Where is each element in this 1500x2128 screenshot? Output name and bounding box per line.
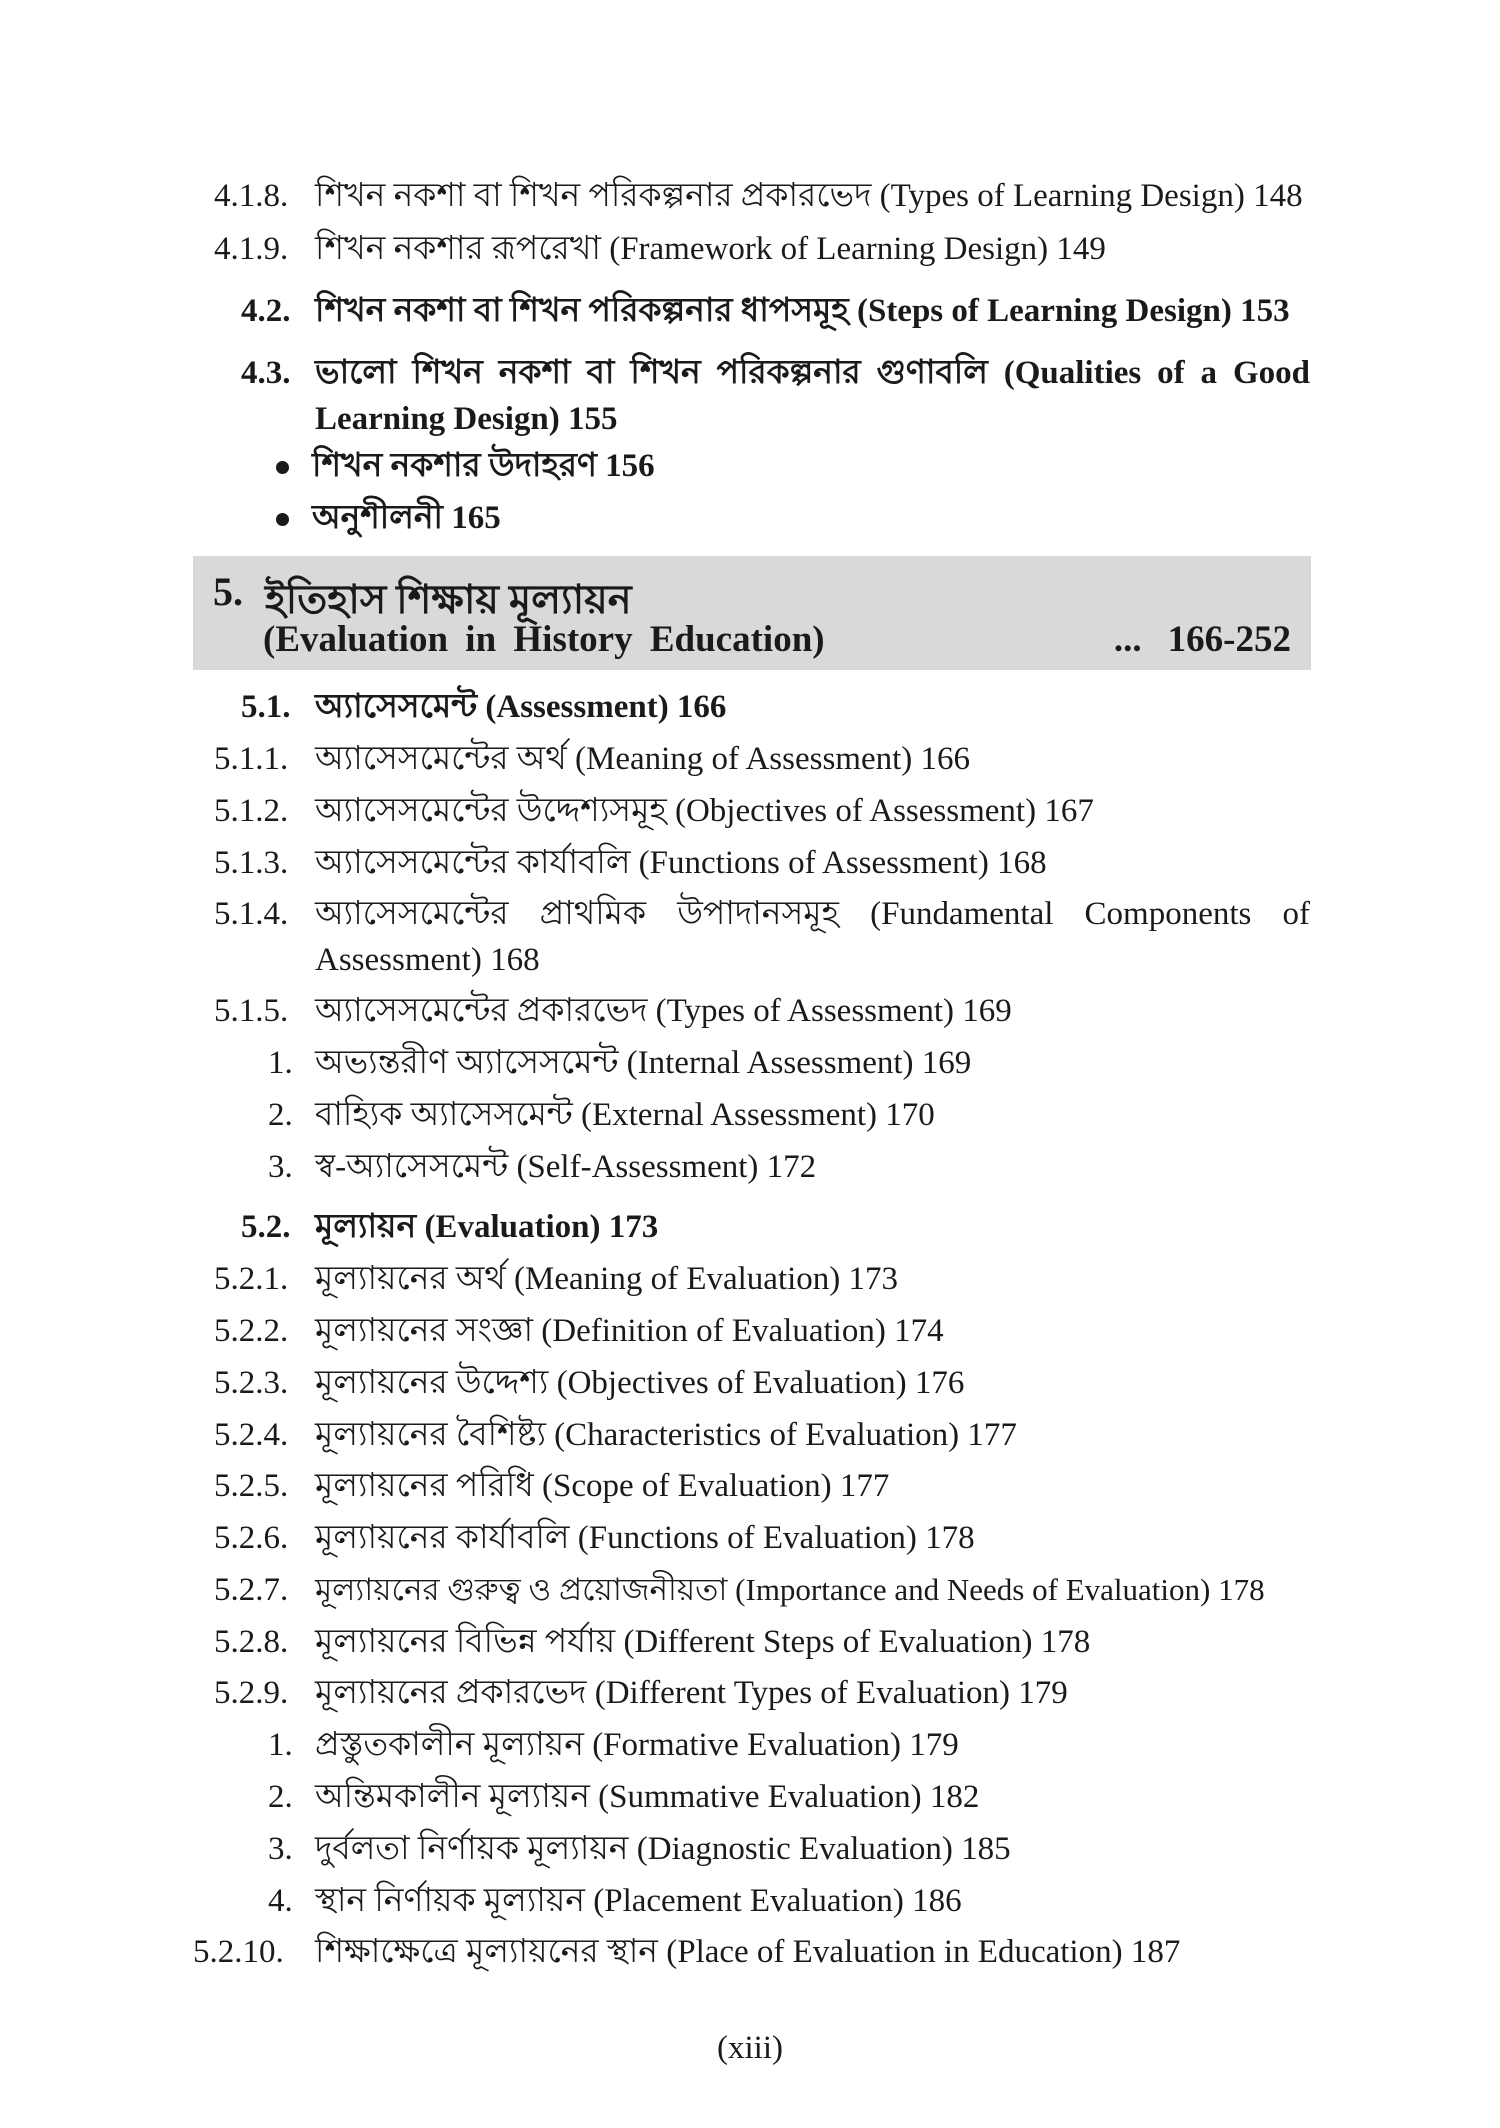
entry-text-line1: ভালো শিখন নকশা বা শিখন পরিকল্পনার গুণাবলি (Qualities of a Good [315,355,1310,391]
entry-number: 4. [268,1883,293,1919]
toc-entry [0,988,1500,1034]
chapter-number: 5. [213,569,243,614]
toc-entry [0,1670,1500,1716]
entry-number: 5.1. [241,689,291,725]
entry-number: 5.2.9. [214,1675,289,1711]
entry-text: মূল্যায়ন (Evaluation) 173 [315,1209,659,1245]
entry-number: 1. [268,1045,293,1081]
toc-entry [0,1515,1500,1561]
toc-subentry [0,1878,1500,1924]
entry-text: শিখন নকশার রূপরেখা (Framework of Learning Design) 149 [315,231,1106,267]
entry-number: 5.2.10. [193,1934,284,1970]
toc-subentry [0,1144,1500,1190]
entry-text: অ্যাসেসমেন্টের অর্থ (Meaning of Assessment) 166 [315,741,971,777]
entry-number: 5.2. [241,1209,291,1245]
toc-subentry [0,1040,1500,1086]
entry-text: মূল্যায়নের বৈশিষ্ট্য (Characteristics of Evaluation) 177 [315,1417,1017,1453]
entry-text: অ্যাসেসমেন্ট (Assessment) 166 [315,689,727,725]
entry-text: অন্তিমকালীন মূল্যায়ন (Summative Evaluation) 182 [315,1779,980,1815]
entry-number: 5.1.2. [214,793,289,829]
toc-subentry [0,1774,1500,1820]
entry-number: 4.2. [241,293,291,329]
entry-text: মূল্যায়নের সংজ্ঞা (Definition of Evaluation) 174 [315,1313,944,1349]
entry-text: শিখন নকশা বা শিখন পরিকল্পনার প্রকারভেদ (Types of Learning Design) 148 [315,178,1303,214]
entry-text: দুর্বলতা নির্ণায়ক মূল্যায়ন (Diagnostic Evaluation) 185 [315,1831,1011,1867]
entry-text-line2: Assessment) 168 [315,942,540,978]
toc-section-entry [0,684,1500,730]
entry-number: 5.2.5. [214,1468,289,1504]
entry-number: 4.1.8. [214,178,289,214]
chapter-leader-dots: ... [1113,619,1142,660]
entry-text: শিখন নকশা বা শিখন পরিকল্পনার ধাপসমূহ (Steps of Learning Design) 153 [315,293,1290,329]
toc-entry [0,840,1500,886]
chapter-title-bengali: ইতিহাস শিক্ষায় মূল্যায়ন [265,577,632,622]
entry-number: 5.1.3. [214,845,289,881]
chapter-pages: 166-252 [1167,619,1291,660]
entry-text: মূল্যায়নের কার্যাবলি (Functions of Evaluation) 178 [315,1520,975,1556]
toc-section-entry [0,1204,1500,1250]
entry-number: 5.2.2. [214,1313,289,1349]
toc-entry [0,1308,1500,1354]
entry-number: 5.2.1. [214,1261,289,1297]
toc-bullet-entry [0,443,1500,489]
entry-number: 4.3. [241,355,291,391]
entry-text: মূল্যায়নের বিভিন্ন পর্যায় (Different Steps of Evaluation) 178 [315,1624,1091,1660]
entry-text: মূল্যায়নের অর্থ (Meaning of Evaluation) 173 [315,1261,899,1297]
entry-text: বাহ্যিক অ্যাসেসমেন্ট (External Assessment) 170 [315,1097,935,1133]
entry-text: মূল্যায়নের উদ্দেশ্য (Objectives of Evaluation) 176 [315,1365,965,1401]
toc-entry [0,1360,1500,1406]
chapter-title-english: (Evaluation in History Education) [263,619,825,660]
entry-number: 4.1.9. [214,231,289,267]
toc-section-entry [0,350,1500,442]
toc-entry [0,1463,1500,1509]
entry-number: 5.2.7. [214,1572,289,1608]
entry-text-line2: Learning Design) 155 [315,401,618,437]
chapter-page-range [1114,618,1291,661]
entry-number: 3. [268,1831,293,1867]
entry-text: শিক্ষাক্ষেত্রে মূল্যায়নের স্থান (Place of Evaluation in Education) 187 [315,1934,1181,1970]
toc-entry [0,1619,1500,1665]
toc-subentry [0,1826,1500,1872]
page-number: (xiii) [717,2030,783,2066]
entry-text: স্ব-অ্যাসেসমেন্ট (Self-Assessment) 172 [315,1149,817,1185]
entry-number: 5.1.4. [214,896,289,932]
entry-number: 5.2.8. [214,1624,289,1660]
bullet-icon [276,461,289,474]
toc-entry [0,173,1500,219]
entry-text: প্রস্তুতকালীন মূল্যায়ন (Formative Evaluation) 179 [315,1727,959,1763]
entry-text: মূল্যায়নের গুরুত্ব ও প্রয়োজনীয়তা (Importance and Needs of Evaluation) 178 [315,1572,1265,1607]
entry-number: 1. [268,1727,293,1763]
entry-text: অ্যাসেসমেন্টের কার্যাবলি (Functions of Assessment) 168 [315,845,1047,881]
entry-number: 5.2.6. [214,1520,289,1556]
toc-entry [0,1929,1500,1975]
entry-text: অভ্যন্তরীণ অ্যাসেসমেন্ট (Internal Assessment) 169 [315,1045,972,1081]
toc-entry [0,226,1500,272]
toc-entry [0,891,1500,983]
entry-text: শিখন নকশার উদাহরণ 156 [312,448,655,484]
toc-entry [0,736,1500,782]
entry-text: মূল্যায়নের প্রকারভেদ (Different Types of Evaluation) 179 [315,1675,1068,1711]
toc-section-entry [0,288,1500,334]
toc-subentry [0,1722,1500,1768]
entry-number: 5.2.3. [214,1365,289,1401]
entry-number: 2. [268,1097,293,1133]
entry-text: স্থান নির্ণায়ক মূল্যায়ন (Placement Evaluation) 186 [315,1883,962,1919]
toc-entry [0,1256,1500,1302]
entry-number: 2. [268,1779,293,1815]
toc-entry [0,1412,1500,1458]
toc-entry [0,1567,1500,1613]
entry-text: অ্যাসেসমেন্টের উদ্দেশ্যসমূহ (Objectives of Assessment) 167 [315,793,1094,829]
chapter-heading [193,556,1311,670]
entry-number: 5.2.4. [214,1417,289,1453]
entry-number: 5.1.5. [214,993,289,1029]
entry-text: মূল্যায়নের পরিধি (Scope of Evaluation) 177 [315,1468,890,1504]
entry-number: 3. [268,1149,293,1185]
entry-text-line1: অ্যাসেসমেন্টের প্রাথমিক উপাদানসমূহ (Fundamental Components of [315,896,1310,932]
entry-text: অনুশীলনী 165 [312,500,501,536]
toc-entry [0,788,1500,834]
toc-subentry [0,1092,1500,1138]
entry-number: 5.1.1. [214,741,289,777]
entry-text: অ্যাসেসমেন্টের প্রকারভেদ (Types of Assessment) 169 [315,993,1012,1029]
bullet-icon [276,513,289,526]
toc-bullet-entry [0,495,1500,541]
